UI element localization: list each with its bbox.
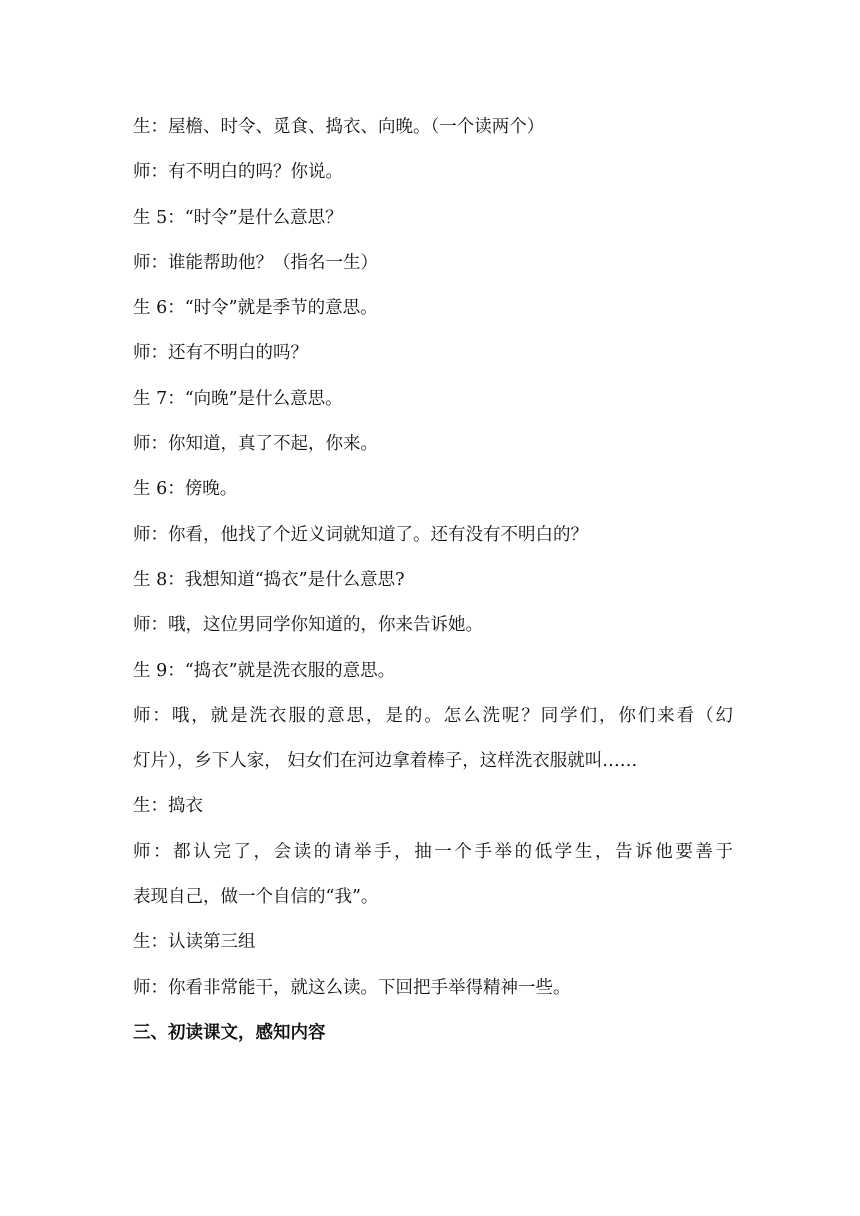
- paragraph-line: 生：捣衣: [133, 796, 203, 817]
- paragraph-line: 师：你知道，真了不起，你来。: [133, 434, 378, 455]
- paragraph-line: 表现自己，做一个自信的“我”。: [133, 887, 379, 908]
- paragraph-line: 生 6：“时令”就是季节的意思。: [133, 298, 378, 319]
- paragraph-line: 师：你看，他找了个近义词就知道了。还有没有不明白的？: [133, 524, 588, 545]
- paragraph-line: 师：哦，就是洗衣服的意思，是的。怎么洗呢？同学们，你们来看（幻: [133, 705, 733, 726]
- paragraph-line: 生 5：“时令”是什么意思？: [133, 207, 343, 228]
- paragraph-line: 生：屋檐、时令、觅食、捣衣、向晚。（一个读两个）: [133, 117, 545, 137]
- paragraph-line: 师：谁能帮助他？（指名一生）: [133, 252, 378, 273]
- paragraph-line: 师：都认完了，会读的请举手，抽一个手举的低学生，告诉他要善于: [133, 841, 733, 862]
- paragraph-line: 灯片），乡下人家， 妇女们在河边拿着棒子，这样洗衣服就叫……: [133, 751, 638, 772]
- paragraph-line: 生：认读第三组: [133, 932, 256, 953]
- paragraph-line: 师：有不明白的吗？你说。: [133, 162, 343, 183]
- paragraph-line: 生 8：我想知道“捣衣”是什么意思?: [133, 569, 405, 590]
- document-body: [133, 112, 733, 1063]
- section-heading: 三、初读课文，感知内容: [133, 1022, 326, 1043]
- paragraph-line: 师：还有不明白的吗？: [133, 343, 308, 364]
- paragraph-line: 师：你看非常能干，就这么读。下回把手举得精神一些。: [133, 977, 571, 998]
- paragraph-line: 生 6：傍晚。: [133, 479, 238, 500]
- paragraph-line: 生 7：“向晚”是什么意思。: [133, 388, 343, 409]
- paragraph-line: 生 9：“捣衣”就是洗衣服的意思。: [133, 660, 396, 681]
- paragraph-line: 师：哦，这位男同学你知道的，你来告诉她。: [133, 615, 483, 636]
